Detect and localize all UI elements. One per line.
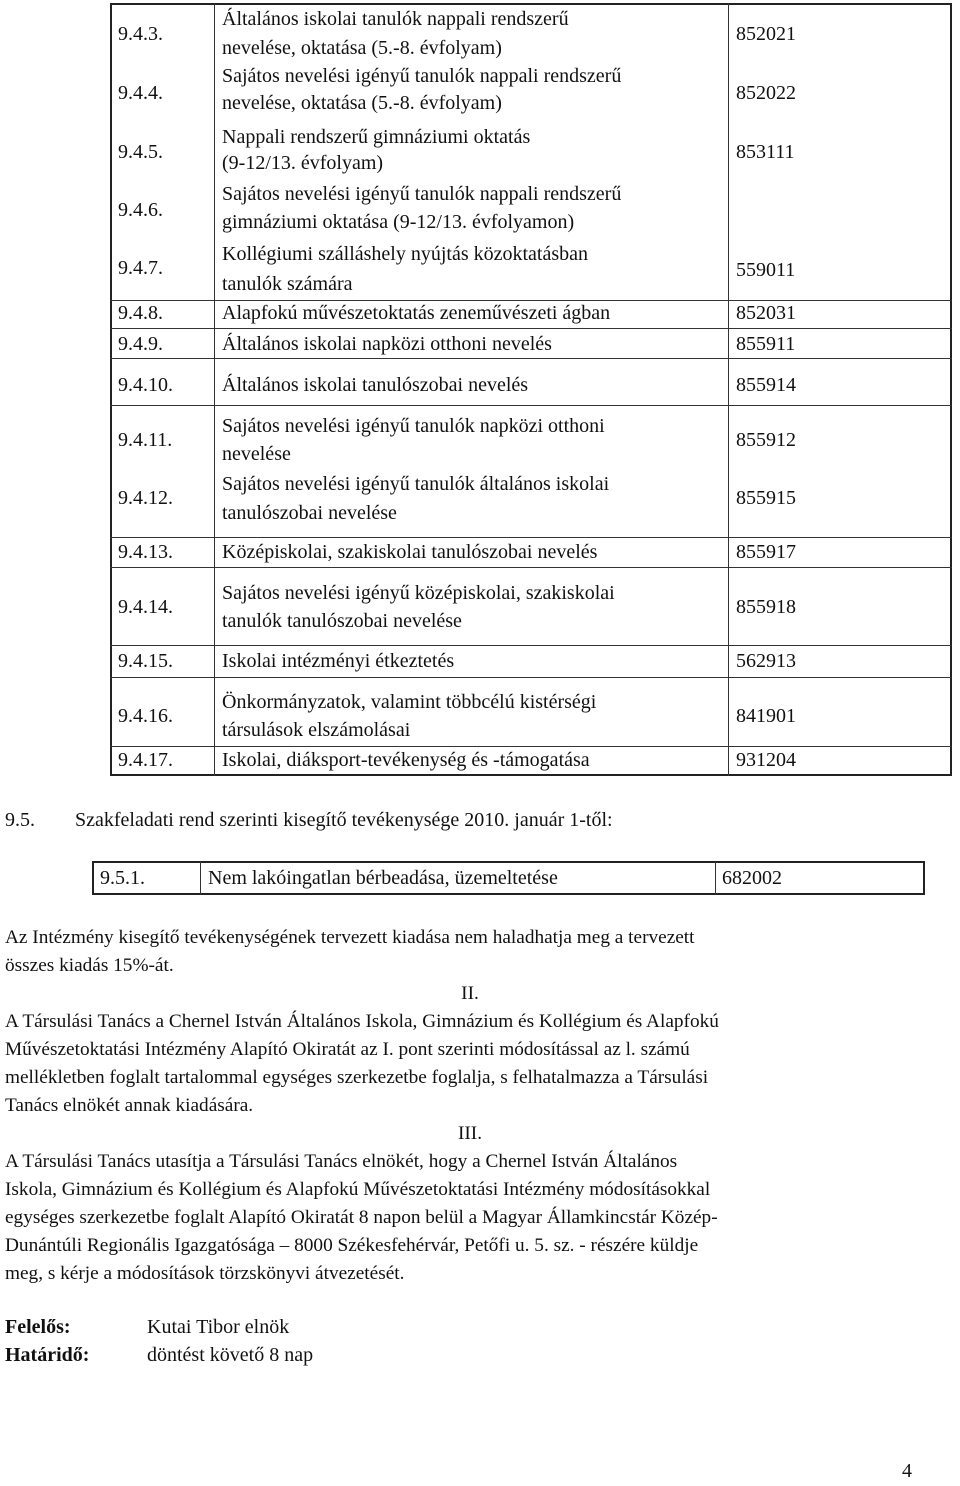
row-number: 9.4.17. xyxy=(118,749,173,771)
row-number: 9.4.3. xyxy=(118,23,163,45)
roman-heading: III. xyxy=(457,1123,483,1144)
paragraph-line: Iskola, Gimnázium és Kollégium és Alapfokú Művészetoktatási Intézmény módosításokkal xyxy=(5,1179,711,1200)
row-number: 9.4.4. xyxy=(118,82,163,104)
row-description: Sajátos nevelési igényű középiskolai, szakiskolai xyxy=(222,582,615,604)
row-code: 559011 xyxy=(736,259,796,281)
row-number: 9.4.16. xyxy=(118,705,173,727)
row-description: Általános iskolai tanulószobai nevelés xyxy=(222,374,529,396)
paragraph-line: A Társulási Tanács a Chernel István Általános Iskola, Gimnázium és Kollégium és Alapfokú xyxy=(5,1011,719,1032)
row-code: 855918 xyxy=(736,596,796,618)
row-number: 9.4.8. xyxy=(118,302,163,324)
row-description: nevelése, oktatása (5.-8. évfolyam) xyxy=(222,92,502,114)
table-row-divider xyxy=(110,645,952,646)
row-number: 9.4.13. xyxy=(118,541,173,563)
table-column-divider xyxy=(715,861,716,895)
row-code: 855917 xyxy=(736,541,796,563)
row-code: 562913 xyxy=(736,650,796,672)
table-row-divider xyxy=(110,677,952,678)
deadline-value: döntést követő 8 nap xyxy=(147,1344,314,1366)
paragraph-line: mellékletben foglalt tartalommal egységes szerkezetbe foglalja, s felhatalmazza a Társulási xyxy=(5,1067,709,1088)
section-heading: Szakfeladati rend szerinti kisegítő tevékenysége 2010. január 1-től: xyxy=(75,809,613,831)
paragraph-line: Tanács elnökét annak kiadására. xyxy=(5,1095,254,1116)
row-code: 931204 xyxy=(736,749,796,771)
table-column-divider xyxy=(214,3,215,776)
row-code: 855914 xyxy=(736,374,796,396)
row-number: 9.4.9. xyxy=(118,333,163,355)
row-description: Iskolai, diáksport-tevékenység és -támogatása xyxy=(222,749,590,771)
paragraph-line: Művészetoktatási Intézmény Alapító Okiratát az I. pont szerinti módosítással az l. számú xyxy=(5,1039,690,1060)
paragraph-line: meg, s kérje a módosítások törzskönyvi átvezetését. xyxy=(5,1263,405,1284)
table-row-divider xyxy=(110,567,952,568)
row-description: (9-12/13. évfolyam) xyxy=(222,152,384,174)
table-row-divider xyxy=(110,328,952,329)
row-number: 9.4.5. xyxy=(118,141,163,163)
deadline-label: Határidő: xyxy=(5,1344,90,1366)
row-code: 852022 xyxy=(736,82,796,104)
row-description: nevelése, oktatása (5.-8. évfolyam) xyxy=(222,37,502,59)
row-description: tanulók számára xyxy=(222,273,353,295)
row-code: 853111 xyxy=(736,141,795,163)
row-description: Sajátos nevelési igényű tanulók nappali rendszerű xyxy=(222,65,622,87)
responsible-value: Kutai Tibor elnök xyxy=(147,1316,290,1338)
row-code: 855912 xyxy=(736,429,796,451)
row-description: nevelése xyxy=(222,443,291,465)
row-description: Alapfokú művészetoktatás zeneművészeti ágban xyxy=(222,302,611,324)
row-code: 855915 xyxy=(736,487,796,509)
paragraph-line: Az Intézmény kisegítő tevékenységének tervezett kiadása nem haladhatja meg a tervezett xyxy=(5,927,695,948)
row-description: Sajátos nevelési igényű tanulók nappali rendszerű xyxy=(222,183,622,205)
row-description: Sajátos nevelési igényű tanulók általános iskolai xyxy=(222,473,610,495)
row-description: gimnáziumi oktatása (9-12/13. évfolyamon) xyxy=(222,211,575,233)
row-number: 9.4.6. xyxy=(118,199,163,221)
row-description: tanulók tanulószobai nevelése xyxy=(222,610,462,632)
roman-heading: II. xyxy=(461,983,479,1004)
page-number: 4 xyxy=(902,1460,912,1482)
row-code: 852031 xyxy=(736,302,796,324)
row-code: 841901 xyxy=(736,705,796,727)
row-description: Általános iskolai tanulók nappali rendszerű xyxy=(222,8,569,30)
row-number: 9.4.12. xyxy=(118,487,173,509)
section-number: 9.5. xyxy=(5,809,35,831)
row-number: 9.4.7. xyxy=(118,257,163,279)
row-description: Iskolai intézményi étkeztetés xyxy=(222,650,455,672)
row-description: Nappali rendszerű gimnáziumi oktatás xyxy=(222,126,531,148)
row-description: Általános iskolai napközi otthoni nevelés xyxy=(222,333,552,355)
paragraph-line: Dunántúli Regionális Igazgatósága – 8000 Székesfehérvár, Petőfi u. 5. sz. - részére küldje xyxy=(5,1235,699,1256)
row-description: Kollégiumi szálláshely nyújtás közoktatásban xyxy=(222,243,589,265)
paragraph-line: összes kiadás 15%-át. xyxy=(5,955,174,976)
row-code: 682002 xyxy=(722,867,782,889)
table-column-divider xyxy=(728,3,729,776)
table-row-divider xyxy=(110,405,952,406)
row-code: 855911 xyxy=(736,333,796,355)
row-number: 9.4.14. xyxy=(118,596,173,618)
row-description: tanulószobai nevelése xyxy=(222,502,397,524)
table-column-divider xyxy=(200,861,201,895)
row-description: Sajátos nevelési igényű tanulók napközi otthoni xyxy=(222,415,605,437)
row-number: 9.4.15. xyxy=(118,650,173,672)
row-description: társulások elszámolásai xyxy=(222,719,411,741)
row-description: Nem lakóingatlan bérbeadása, üzemeltetése xyxy=(208,867,558,889)
row-number: 9.4.11. xyxy=(118,429,173,451)
row-code: 852021 xyxy=(736,23,796,45)
row-number: 9.5.1. xyxy=(100,867,145,889)
row-number: 9.4.10. xyxy=(118,374,173,396)
row-description: Önkormányzatok, valamint többcélú kistérségi xyxy=(222,691,597,713)
responsible-label: Felelős: xyxy=(5,1316,71,1338)
paragraph-line: egységes szerkezetbe foglalt Alapító Okiratát 8 napon belül a Magyar Államkincstár Közép- xyxy=(5,1207,718,1228)
row-description: Középiskolai, szakiskolai tanulószobai nevelés xyxy=(222,541,598,563)
paragraph-line: A Társulási Tanács utasítja a Társulási Tanács elnökét, hogy a Chernel István Általános xyxy=(5,1151,678,1172)
